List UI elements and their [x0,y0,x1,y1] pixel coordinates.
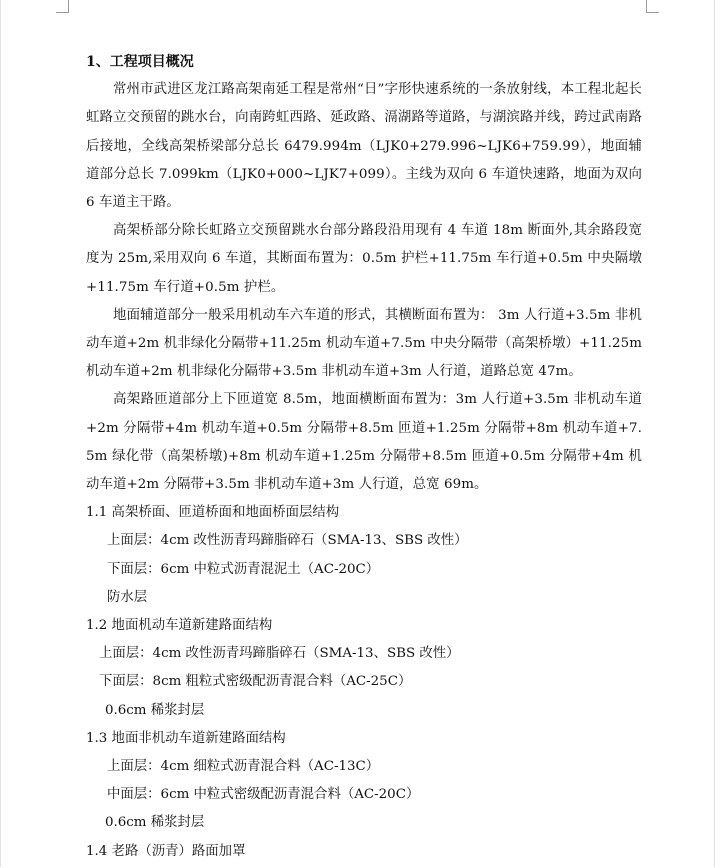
subsection-title: 1.1 高架桥面、匝道桥面和地面桥面层结构 [86,505,340,521]
paragraph-viaduct: 高架桥部分除长虹路立交预留跳水台部分路段沿用现有 4 车道 18m 断面外,其余路段宽度为 25m,采用双向 6 车道，其断面布置为：0.5m 护栏+11.75m 车行道+0.5m 中央隔墩+11.75m 车行道+0.5m 护栏。 [86,223,642,295]
structure-line: 上面层：4cm 细粒式沥青混合料（AC-13C） [107,759,380,775]
structure-line: 下面层：6cm 中粒式沥青混泥土（AC-20C） [107,561,380,577]
paragraph-ground-road: 地面辅道部分一般采用机动车六车道的形式，其横断面布置为： 3m 人行道+3.5m 非机动车道+2m 机非绿化分隔带+11.25m 机动车道+7.5m 中央分隔带（高架桥墩）+11.25m 机动车道+2m 机非绿化分隔带+3.5m 非机动车道+3m 人行道，道路总宽 47m。 [86,307,642,380]
structure-line: 中面层：6cm 中粒式密级配沥青混合料（AC-20C） [107,787,420,803]
subsection-title: 1.2 地面机动车道新建路面结构 [86,618,273,634]
subsection-title: 1.3 地面非机动车道新建路面结构 [86,730,286,746]
crop-mark-top-right [646,0,659,13]
structure-line: 上面层：4cm 改性沥青玛蹄脂碎石（SMA-13、SBS 改性） [107,533,468,549]
structure-line: 下面层：8cm 粗粒式密级配沥青混合料（AC-25C） [99,674,412,690]
paragraph-ramp: 高架路匝道部分上下匝道宽 8.5m，地面横断面布置为：3m 人行道+3.5m 非机动车道+2m 分隔带+4m 机动车道+0.5m 分隔带+8.5m 匝道+1.25m 分隔带+8m 机动车道+7.5m 绿化带（高架桥墩)+8m 机动车道+1.25m 分隔带+8.5m 匝道+0.5m 分隔带+4m 机动车道+2m 分隔带+3.5m 非机动车道+3m 人行道，总宽 69m。 [86,392,642,493]
document-body [86,48,642,866]
structure-line: 上面层：4cm 改性沥青玛蹄脂碎石（SMA-13、SBS 改性） [99,646,460,662]
structure-line: 0.6cm 稀浆封层 [105,815,205,831]
crop-mark-top-left [56,0,69,13]
subsection-title: 1.4 老路（沥青）路面加罩 [86,843,246,859]
structure-line: 0.6cm 稀浆封层 [105,702,205,718]
paragraph-overview: 常州市武进区龙江路高架南延工程是常州“日”字形快速系统的一条放射线，本工程北起长虹路立交预留的跳水台，向南跨虹西路、延政路、滆湖路等道路，与湖滨路并线，跨过武南路后接地，全线高架桥梁部分总长 6479.994m（LJK0+279.996~LJK6+759.99），地面辅道部分总长 7.099km（LJK0+000~LJK7+099）。主线为双向 6 车道快速路，地面为双向 6 车道主干路。 [86,82,642,211]
structure-line: 防水层 [107,589,148,605]
section-heading: 1、工程项目概况 [86,54,194,70]
